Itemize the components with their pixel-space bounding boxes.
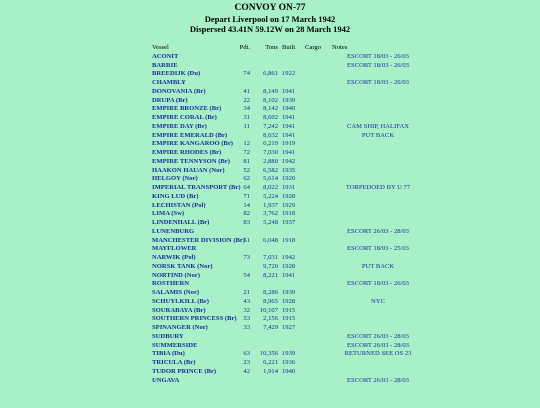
- vessel-cell: EMPIRE RHODES (Br): [152, 149, 222, 156]
- built-cell: 1929: [282, 201, 296, 209]
- tons-cell: 5,614: [263, 175, 278, 183]
- notes-cell: ESCORT 26/03 - 28/03: [347, 227, 409, 235]
- tons-cell: 2,156: [263, 315, 278, 323]
- pdt-cell: 33: [243, 324, 250, 331]
- tons-cell: 6,582: [263, 166, 278, 174]
- column-header-built: Built: [282, 44, 296, 51]
- built-cell: 1942: [282, 254, 296, 261]
- tons-cell: 9,720: [263, 262, 278, 270]
- table-row: [152, 149, 540, 158]
- notes-cell: NYC: [371, 297, 385, 305]
- tons-cell: 6,048: [263, 236, 278, 244]
- tons-cell: 8,142: [263, 105, 278, 113]
- table-row: [152, 202, 540, 211]
- pdt-cell: 71: [243, 192, 250, 200]
- pdt-cell: 42: [243, 367, 250, 375]
- vessel-cell: HELGOY (Nor): [152, 175, 198, 183]
- pdt-cell: 53: [243, 315, 250, 323]
- built-cell: 1941: [282, 87, 296, 95]
- vessel-cell: EMPIRE EMERALD (Br): [152, 131, 228, 139]
- vessel-cell: TRICULA (Br): [152, 359, 196, 366]
- tons-cell: 7,429: [263, 324, 278, 331]
- tons-cell: 3,762: [263, 210, 278, 218]
- table-row: [152, 263, 540, 272]
- vessel-cell: EMPIRE DAY (Br): [152, 122, 207, 130]
- page-title: CONVOY ON-77: [234, 3, 306, 13]
- built-cell: 1931: [282, 184, 296, 191]
- tons-cell: 8,221: [263, 271, 278, 279]
- built-cell: 1928: [282, 192, 296, 200]
- notes-cell: PUT BACK: [361, 262, 395, 270]
- table-row: [152, 228, 540, 237]
- table-row: [152, 315, 540, 324]
- pdt-cell: 73: [243, 254, 250, 261]
- vessel-cell: NORSK TANK (Nor): [152, 262, 213, 270]
- table-row: [152, 62, 540, 71]
- notes-cell: ESCORT 26/03 - 28/03: [347, 376, 409, 384]
- vessel-cell: DONOVANIA (Br): [152, 87, 206, 95]
- table-row: [152, 298, 540, 307]
- table-row: [152, 132, 540, 141]
- tons-cell: 1,914: [263, 367, 278, 375]
- built-cell: 1936: [282, 359, 296, 366]
- table-row: [152, 368, 540, 377]
- vessel-cell: MANCHESTER DIVISION (Br): [152, 236, 246, 244]
- vessel-cell: HAAKON HAUAN (Nor): [152, 166, 225, 174]
- notes-cell: ESCORT 18/03 - 26/03: [347, 280, 409, 288]
- pdt-cell: 34: [243, 105, 250, 113]
- table-row: [152, 175, 540, 184]
- pdt-cell: 43: [243, 297, 250, 305]
- table-row: [152, 193, 540, 202]
- built-cell: 1915: [282, 306, 296, 314]
- tons-cell: 8,149: [263, 87, 278, 95]
- table-row: [152, 254, 540, 263]
- vessel-cell: IMPERIAL TRANSPORT (Br): [152, 184, 241, 191]
- tons-cell: 8,286: [263, 289, 278, 296]
- vessel-cell: BARRIE: [152, 61, 178, 69]
- built-cell: 1939: [282, 96, 296, 104]
- table-row: [152, 184, 540, 193]
- vessel-cell: TIBIA (Du): [152, 350, 185, 358]
- vessel-cell: EMPIRE BRONZE (Br): [152, 105, 222, 113]
- built-cell: 1928: [282, 297, 296, 305]
- built-cell: 1939: [282, 350, 296, 358]
- tons-cell: 8,102: [263, 96, 278, 104]
- tons-cell: 10,356: [259, 350, 278, 358]
- built-cell: 1918: [282, 236, 296, 244]
- built-cell: 1922: [282, 70, 296, 78]
- column-header-notes: Notes: [332, 44, 348, 51]
- vessel-cell: EMPIRE CORAL (Br): [152, 114, 217, 121]
- table-row: [152, 377, 540, 386]
- vessel-cell: KING LUD (Br): [152, 192, 199, 200]
- dispersed-line: Dispersed 43.41N 59.12W on 28 March 1942: [189, 23, 351, 34]
- tons-cell: 5,248: [263, 219, 278, 226]
- tons-cell: 5,224: [263, 192, 278, 200]
- tons-cell: 2,880: [263, 157, 278, 165]
- vessel-cell: SOUTHERN PRINCESS (Br): [152, 315, 237, 323]
- notes-cell: PUT BACK: [361, 131, 395, 139]
- notes-cell: ESCORT 18/03 - 25/03: [347, 245, 409, 253]
- table-header-row: [152, 44, 540, 53]
- pdt-cell: 52: [243, 166, 250, 174]
- pdt-cell: 11: [243, 122, 250, 130]
- pdt-cell: 54: [243, 271, 250, 279]
- table-row: [152, 307, 540, 316]
- column-header-pdt: Pdt.: [239, 44, 250, 51]
- table-row: [152, 350, 540, 359]
- pdt-cell: 32: [243, 306, 250, 314]
- tons-cell: 7,242: [263, 122, 278, 130]
- vessel-cell: LECHISTAN (Pol): [152, 201, 206, 209]
- tons-cell: 8,602: [263, 114, 278, 121]
- table-row: [152, 79, 540, 88]
- table-row: [152, 210, 540, 219]
- pdt-cell: 63: [243, 350, 250, 358]
- table-row: [152, 333, 540, 342]
- vessel-cell: SCHUYLKILL (Br): [152, 297, 209, 305]
- built-cell: 1940: [282, 105, 296, 113]
- table-row: [152, 219, 540, 228]
- built-cell: 1919: [282, 140, 296, 148]
- tons-cell: 1,937: [263, 201, 278, 209]
- built-cell: 1940: [282, 367, 296, 375]
- table-row: [152, 114, 540, 123]
- notes-cell: TORPEDOED BY U 77: [345, 184, 411, 191]
- vessel-cell: DRUPA (Br): [152, 96, 188, 104]
- built-cell: 1920: [282, 175, 296, 183]
- pdt-cell: 82: [243, 210, 250, 218]
- vessel-cell: SOURABAYA (Br): [152, 306, 206, 314]
- vessel-cell: ROSTHERN: [152, 280, 190, 288]
- convoy-table: [152, 44, 540, 385]
- vessel-cell: LIMA (Sw): [152, 210, 185, 218]
- built-cell: 1941: [282, 122, 296, 130]
- table-row: [152, 324, 540, 333]
- vessel-cell: NORTIND (Nor): [152, 271, 200, 279]
- vessel-cell: LINDENHALL (Br): [152, 219, 210, 226]
- pdt-cell: 62: [243, 175, 250, 183]
- vessel-cell: UNGAVA: [152, 376, 180, 384]
- vessel-cell: MAYFLOWER: [152, 245, 197, 253]
- table-row: [152, 280, 540, 289]
- pdt-cell: 21: [243, 289, 250, 296]
- table-row: [152, 289, 540, 298]
- built-cell: 1939: [282, 289, 296, 296]
- built-cell: 1935: [282, 166, 296, 174]
- notes-cell: ESCORT 18/03 - 26/03: [347, 61, 409, 69]
- pdt-cell: 14: [243, 201, 250, 209]
- tons-cell: 8,022: [263, 184, 278, 191]
- table-row: [152, 167, 540, 176]
- tons-cell: 8,965: [263, 297, 278, 305]
- tons-cell: 7,030: [263, 149, 278, 156]
- pdt-cell: 64: [243, 184, 250, 191]
- built-cell: 1941: [282, 131, 296, 139]
- pdt-cell: 22: [243, 96, 250, 104]
- built-cell: 1941: [282, 271, 296, 279]
- notes-cell: ESCORT 18/03 - 26/03: [347, 79, 409, 86]
- table-row: [152, 237, 540, 246]
- column-header-vessel: Vessel: [152, 44, 169, 51]
- table-row: [152, 105, 540, 114]
- pdt-cell: 81: [243, 157, 250, 165]
- vessel-cell: BREEDIJK (Du): [152, 70, 201, 78]
- built-cell: 1918: [282, 210, 296, 218]
- pdt-cell: 12: [243, 140, 250, 148]
- pdt-cell: 41: [243, 87, 250, 95]
- tons-cell: 10,107: [259, 306, 278, 314]
- table-row: [152, 123, 540, 132]
- vessel-cell: EMPIRE KANGAROO (Br): [152, 140, 233, 148]
- built-cell: 1927: [282, 324, 296, 331]
- vessel-cell: SUMMERSIDE: [152, 341, 198, 349]
- vessel-cell: ACONIT: [152, 52, 179, 60]
- table-row: [152, 97, 540, 106]
- vessel-cell: CHAMBLY: [152, 79, 186, 86]
- table-row: [152, 140, 540, 149]
- pdt-cell: 23: [243, 359, 250, 366]
- notes-cell: ESCORT 26/03 - 28/03: [347, 341, 409, 349]
- tons-cell: 6,861: [263, 70, 278, 78]
- notes-cell: ESCORT 18/03 - 26/03: [347, 52, 409, 60]
- tons-cell: 7,031: [263, 254, 278, 261]
- column-header-tons: Tons: [265, 44, 278, 51]
- pdt-cell: 72: [243, 149, 250, 156]
- built-cell: 1928: [282, 262, 296, 270]
- vessel-cell: SUDBURY: [152, 332, 184, 340]
- notes-cell: RETURNED SEE OS 23: [344, 350, 412, 358]
- table-row: [152, 359, 540, 368]
- built-cell: 1915: [282, 315, 296, 323]
- column-header-cargo: Cargo: [305, 44, 321, 51]
- table-body: [152, 53, 540, 386]
- table-row: [152, 158, 540, 167]
- notes-cell: ESCORT 26/03 - 28/03: [347, 332, 409, 340]
- table-row: [152, 272, 540, 281]
- table-row: [152, 342, 540, 351]
- table-row: [152, 245, 540, 254]
- pdt-cell: 83: [243, 219, 250, 226]
- pdt-cell: 51: [243, 236, 250, 244]
- built-cell: 1942: [282, 157, 296, 165]
- table-row: [152, 70, 540, 79]
- vessel-cell: EMPIRE TENNYSON (Br): [152, 157, 230, 165]
- vessel-cell: TUDOR PRINCE (Br): [152, 367, 217, 375]
- vessel-cell: SPINANGER (Nor): [152, 324, 208, 331]
- pdt-cell: 31: [243, 114, 250, 121]
- built-cell: 1941: [282, 149, 296, 156]
- notes-cell: CAM SHIP, HALIFAX: [347, 122, 409, 130]
- table-row: [152, 53, 540, 62]
- table-row: [152, 88, 540, 97]
- vessel-cell: SALAMIS (Nor): [152, 289, 200, 296]
- built-cell: 1941: [282, 114, 296, 121]
- tons-cell: 8,032: [263, 131, 278, 139]
- built-cell: 1937: [282, 219, 296, 226]
- tons-cell: 6,221: [263, 359, 278, 366]
- pdt-cell: 74: [243, 70, 250, 78]
- tons-cell: 6,219: [263, 140, 278, 148]
- convoy-header: [0, 3, 540, 34]
- depart-line: Depart Liverpool on 17 March 1942: [204, 13, 336, 24]
- vessel-cell: NARWIK (Pol): [152, 254, 196, 261]
- vessel-cell: LUNENBURG: [152, 227, 195, 235]
